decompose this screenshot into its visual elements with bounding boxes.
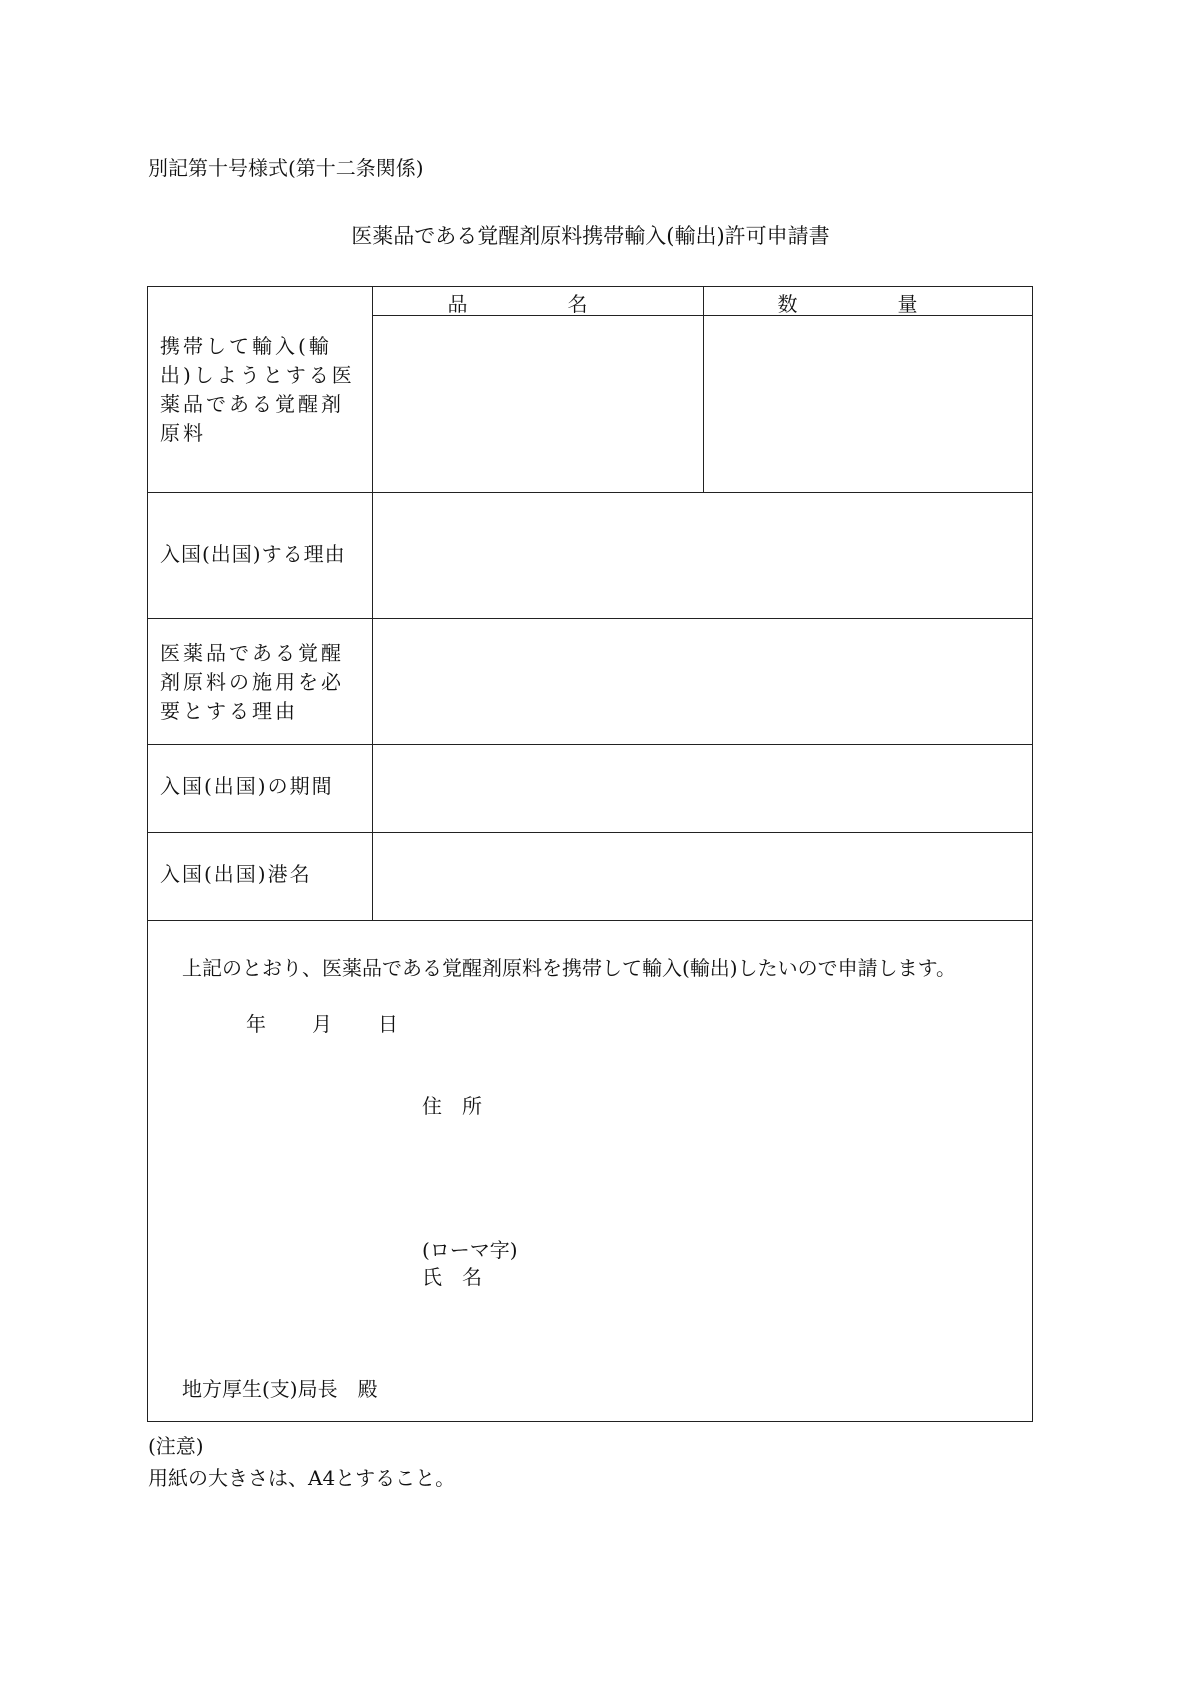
- recipient: 地方厚生(支)局長 殿: [182, 1377, 378, 1401]
- material-label-line: 原料: [160, 421, 206, 445]
- quantity-header: 数 量: [777, 292, 958, 316]
- row-divider: [148, 744, 1032, 745]
- name-label: 氏 名: [422, 1265, 482, 1289]
- necessity-label-line: 医薬品である覚醒: [160, 641, 344, 665]
- address-label: 住 所: [422, 1094, 482, 1118]
- material-label-line: 薬品である覚醒剤: [160, 392, 344, 416]
- notes-body: 用紙の大きさは、A4とすること。: [148, 1466, 456, 1490]
- material-label-line: 携帯して輸入(輸: [160, 334, 332, 358]
- year-label: 年: [246, 1012, 266, 1036]
- application-form-table: [147, 286, 1033, 1422]
- row-divider: [148, 618, 1032, 619]
- document-title: 医薬品である覚醒剤原料携帯輸入(輸出)許可申請書: [351, 224, 830, 248]
- material-label: [160, 332, 355, 448]
- row-divider: [148, 832, 1032, 833]
- necessity-label-line: 要とする理由: [160, 699, 298, 723]
- notes-heading: (注意): [148, 1434, 204, 1458]
- row-divider: [148, 492, 1032, 493]
- label-column-divider: [372, 287, 373, 920]
- declaration-section: [148, 920, 1032, 1421]
- declaration-text: 上記のとおり、医薬品である覚醒剤原料を携帯して輸入(輸出)したいので申請します。: [182, 956, 957, 980]
- date-line: [246, 1008, 398, 1037]
- necessity-label-line: 剤原料の施用を必: [160, 670, 344, 694]
- port-label: 入国(出国)港名: [160, 862, 312, 886]
- reason-label: 入国(出国)する理由: [160, 542, 346, 566]
- month-label: 月: [312, 1012, 332, 1036]
- necessity-label: [160, 639, 344, 726]
- day-label: 日: [378, 1012, 398, 1036]
- material-label-line: 出)しようとする医: [160, 363, 355, 387]
- form-reference: 別記第十号様式(第十二条関係): [148, 156, 424, 180]
- romanized-label: (ローマ字): [422, 1238, 518, 1262]
- quantity-column-divider: [703, 287, 704, 492]
- period-label: 入国(出国)の期間: [160, 774, 334, 798]
- item-name-header: 品 名: [447, 292, 628, 316]
